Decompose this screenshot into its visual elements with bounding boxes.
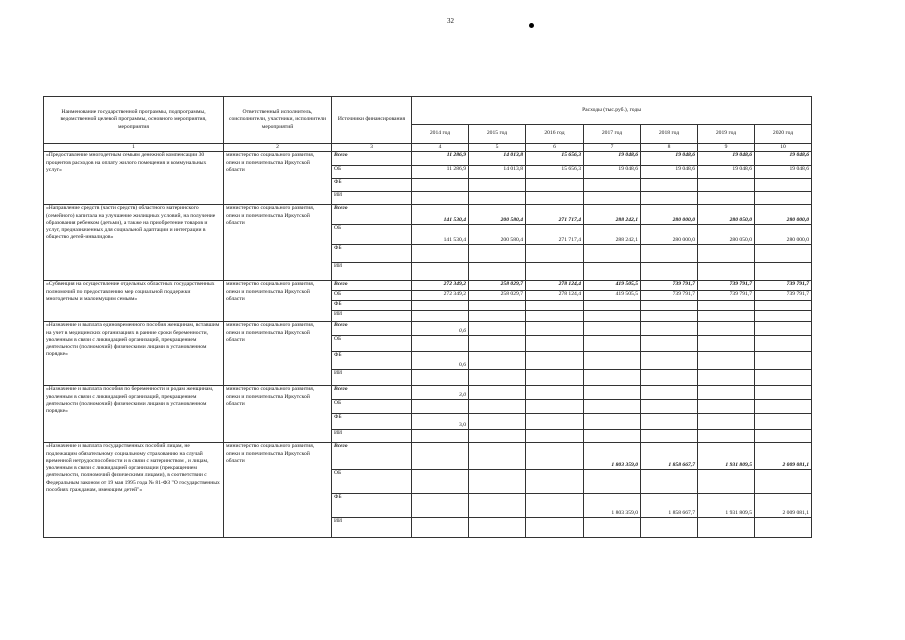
header-source: Источники финансирования [332, 97, 412, 144]
measure-name: «Назначение и выплата государственных пособий лицам, не подлежащим обязательному социальному страхованию на случай временной нетрудоспособности и в связи с материнством , и лицам, уволенным в связи с ликвидацией организации (прекращением деятельности, полномочий физическими лицами), в соответствии с Федеральным законом от 19 мая 1995 года № 81-ФЗ "О государственных пособиях гражданам, имеющим детей"» [44, 443, 224, 538]
table-row [44, 205, 812, 225]
table-row [44, 152, 812, 166]
measure-executor: министерство социального развития, опеки и попечительства Иркутской области [224, 205, 332, 281]
value-cell: 1 803 359,0 [584, 443, 641, 470]
value-cell: 19 048,6 [698, 166, 755, 179]
value-cell: 1 858 667,7 [641, 494, 698, 518]
value-cell: 280 000,0 [755, 205, 812, 225]
year-cell: 2020 год [755, 125, 812, 144]
value-cell: 739 791,7 [641, 281, 698, 291]
value-cell: 1 931 809,5 [698, 494, 755, 518]
source-ii: ИИ [332, 518, 412, 538]
measure-executor: министерство социального развития, опеки и попечительства Иркутской области [224, 322, 332, 386]
source-fb: ФБ [332, 301, 412, 311]
year-cell: 2016 год [526, 125, 584, 144]
value-cell: 19 048,6 [584, 152, 641, 166]
measure-name: «Субвенция на осуществление отдельных областных государственных полномочий по предоставлению мер социальной поддержки многодетным и малоимущим семьям» [44, 281, 224, 322]
header-row [44, 97, 812, 125]
source-ob: ОБ [332, 336, 412, 352]
table-row [44, 386, 812, 400]
value-cell: 739 791,7 [698, 291, 755, 301]
col-number: 6 [526, 144, 584, 152]
source-ob: ОБ [332, 166, 412, 179]
source-total: Всего [332, 386, 412, 400]
value-cell: 19 048,6 [584, 166, 641, 179]
source-fb: ФБ [332, 179, 412, 192]
source-total: Всего [332, 205, 412, 225]
value-cell: 739 791,7 [755, 281, 812, 291]
column-number-row [44, 144, 812, 152]
value-cell: 739 791,7 [755, 291, 812, 301]
value-cell: 1 803 359,0 [584, 494, 641, 518]
value-cell: 19 048,6 [755, 166, 812, 179]
source-ii: ИИ [332, 370, 412, 386]
value-cell: 258 029,7 [469, 281, 526, 291]
value-cell: 0,6 [412, 322, 469, 336]
source-ob: ОБ [332, 225, 412, 245]
source-ob: ОБ [332, 470, 412, 494]
value-cell: 272 349,2 [412, 281, 469, 291]
value-cell: 0,6 [412, 352, 469, 370]
measure-executor: министерство социального развития, опеки и попечительства Иркутской области [224, 281, 332, 322]
value-cell: 11 286,9 [412, 166, 469, 179]
header-executor: Ответственный исполнитель, соисполнители, участники, исполнители мероприятий [224, 97, 332, 144]
value-cell: 19 048,6 [641, 166, 698, 179]
measure-executor: министерство социального развития, опеки и попечительства Иркутской области [224, 386, 332, 443]
source-ob: ОБ [332, 291, 412, 301]
col-number: 4 [412, 144, 469, 152]
table-row [44, 322, 812, 336]
measure-name: «Назначение и выплата пособия по беременности и родам женщинам, уволенным в связи с ликвидацией организаций, прекращением деятельности (полномочий) физическими лицами в установленном порядке» [44, 386, 224, 443]
value-cell: 15 656,3 [526, 152, 584, 166]
value-cell: 258 029,7 [469, 291, 526, 301]
source-total: Всего [332, 322, 412, 336]
page-number: 32 [447, 17, 454, 25]
col-number: 10 [755, 144, 812, 152]
col-number: 7 [584, 144, 641, 152]
source-ii: ИИ [332, 430, 412, 443]
value-cell: 2 009 081,1 [755, 443, 812, 470]
expenses-table [43, 96, 812, 538]
col-number: 8 [641, 144, 698, 152]
measure-name: «Направление средств (части средств) областного материнского (семейного) капитала на улучшение жилищных условий, на получение образования ребенком (детьми), а также на приобретение товаров и услуг, предназначенных для социальной адаптации и интеграции в общество детей-инвалидов» [44, 205, 224, 281]
value-cell: 15 656,3 [526, 166, 584, 179]
value-cell: 280 000,0 [641, 205, 698, 225]
source-fb: ФБ [332, 414, 412, 430]
source-ii: ИИ [332, 263, 412, 281]
year-cell: 2014 год [412, 125, 469, 144]
year-cell: 2019 год [698, 125, 755, 144]
source-fb: ФБ [332, 352, 412, 370]
measure-executor: министерство социального развития, опеки и попечительства Иркутской области [224, 152, 332, 205]
value-cell: 419 505,5 [584, 291, 641, 301]
value-cell: 272 349,2 [412, 291, 469, 301]
value-cell: 19 048,6 [698, 152, 755, 166]
value-cell: 278 124,4 [526, 291, 584, 301]
source-ii: ИИ [332, 192, 412, 205]
value-cell: 141 530,4 [412, 205, 469, 225]
source-total: Всего [332, 281, 412, 291]
value-cell: 280 000,0 [755, 225, 812, 245]
value-cell: 3,0 [412, 414, 469, 430]
value-cell: 200 580,4 [469, 205, 526, 225]
year-cell: 2015 год [469, 125, 526, 144]
value-cell: 141 530,4 [412, 225, 469, 245]
source-total: Всего [332, 443, 412, 470]
value-cell: 19 048,6 [755, 152, 812, 166]
dot-mark [529, 23, 534, 28]
col-number: 3 [332, 144, 412, 152]
source-ii: ИИ [332, 311, 412, 322]
value-cell: 280 000,0 [641, 225, 698, 245]
table-row [44, 443, 812, 470]
value-cell: 14 013,8 [469, 152, 526, 166]
value-cell: 14 013,8 [469, 166, 526, 179]
value-cell: 739 791,7 [641, 291, 698, 301]
measure-name: «Предоставление многодетным семьям денежной компенсации 30 процентов расходов на оплату жилого помещения и коммунальных услуг» [44, 152, 224, 205]
value-cell: 11 286,9 [412, 152, 469, 166]
value-cell: 200 580,4 [469, 225, 526, 245]
value-cell: 271 717,4 [526, 225, 584, 245]
value-cell: 739 791,7 [698, 281, 755, 291]
value-cell: 1 858 667,7 [641, 443, 698, 470]
value-cell: 280 050,0 [698, 225, 755, 245]
header-name: Наименование государственной программы, подпрограммы, ведомственной целевой программы, основного мероприятия, мероприятия [44, 97, 224, 144]
source-fb: ФБ [332, 245, 412, 263]
value-cell: 280 050,0 [698, 205, 755, 225]
measure-executor: министерство социального развития, опеки и попечительства Иркутской области [224, 443, 332, 538]
col-number: 9 [698, 144, 755, 152]
year-cell: 2018 год [641, 125, 698, 144]
measure-name: «Назначение и выплата единовременного пособия женщинам, вставшим на учет в медицинских организациях в ранние сроки беременности, уволенным в связи с ликвидацией организаций, прекращением деятельности (полномочий) физическими лицами в установленном порядке» [44, 322, 224, 386]
value-cell: 1 931 809,5 [698, 443, 755, 470]
source-ob: ОБ [332, 400, 412, 414]
col-number: 5 [469, 144, 526, 152]
value-cell: 19 048,6 [641, 152, 698, 166]
value-cell: 3,0 [412, 386, 469, 400]
col-number: 2 [224, 144, 332, 152]
value-cell: 288 242,1 [584, 205, 641, 225]
year-cell: 2017 год [584, 125, 641, 144]
value-cell: 271 717,4 [526, 205, 584, 225]
value-cell: 278 124,4 [526, 281, 584, 291]
source-fb: ФБ [332, 494, 412, 518]
value-cell: 288 242,1 [584, 225, 641, 245]
header-expenses: Расходы (тыс.руб.), годы [412, 97, 812, 125]
table-row [44, 281, 812, 291]
col-number: 1 [44, 144, 224, 152]
value-cell: 2 009 081,1 [755, 494, 812, 518]
source-total: Всего [332, 152, 412, 166]
value-cell: 419 505,5 [584, 281, 641, 291]
